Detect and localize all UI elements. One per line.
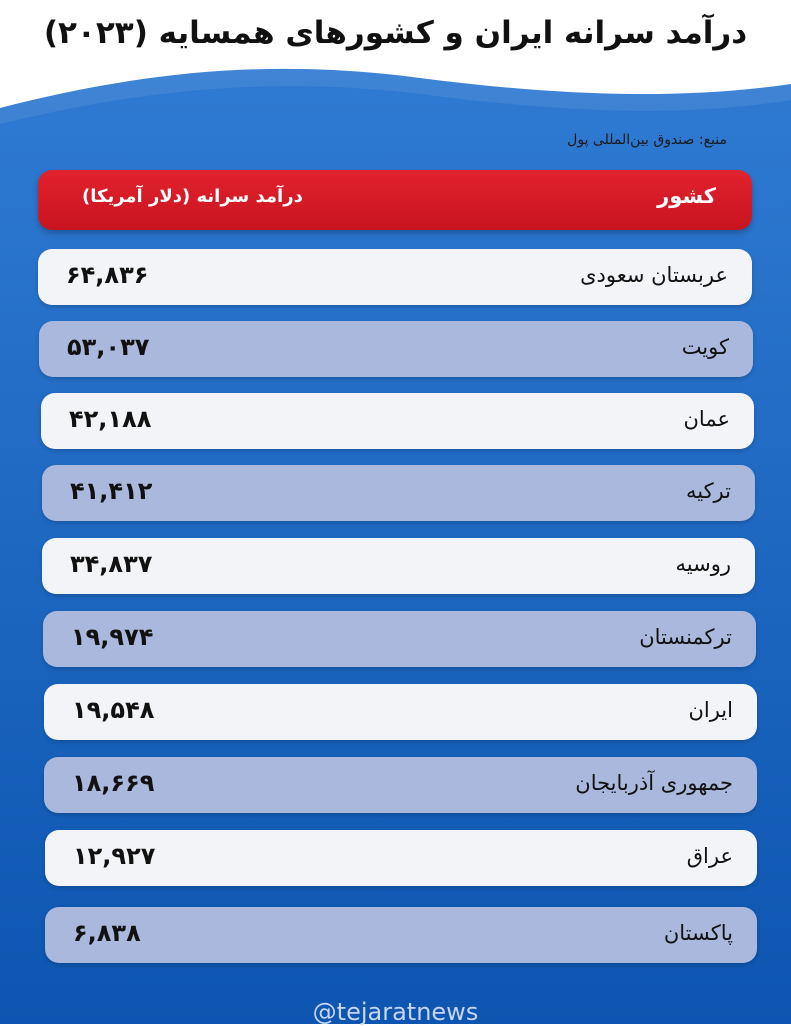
- row-value: ۳۴,۸۳۷: [70, 550, 153, 578]
- row-value: ۶۴,۸۳۶: [66, 261, 149, 289]
- source-note: منبع: صندوق بین‌المللی پول: [567, 132, 727, 148]
- table-row: [41, 393, 754, 449]
- header-country: کشور: [657, 184, 716, 208]
- row-value: ۶,۸۳۸: [73, 919, 141, 947]
- row-country: عربستان سعودی: [580, 263, 728, 287]
- row-value: ۱۹,۵۴۸: [72, 696, 155, 724]
- table-row: [39, 321, 753, 377]
- row-country: پاکستان: [663, 921, 733, 945]
- table-row: [44, 757, 757, 813]
- row-country: عمان: [683, 407, 730, 431]
- table-row: [45, 907, 757, 963]
- row-country: جمهوری آذربایجان: [575, 771, 733, 795]
- row-value: ۱۹,۹۷۴: [71, 623, 154, 651]
- table-row: [42, 465, 755, 521]
- table-row: [44, 684, 757, 740]
- row-value: ۵۳,۰۳۷: [67, 333, 150, 361]
- table-row: [43, 611, 756, 667]
- row-country: روسیه: [675, 552, 731, 576]
- table-row: [42, 538, 755, 594]
- row-country: کویت: [681, 335, 729, 359]
- page-title: درآمد سرانه ایران و کشورهای همسایه (۲۰۲۳): [43, 15, 748, 51]
- social-handle: @tejaratnews: [312, 998, 479, 1026]
- row-value: ۴۱,۴۱۲: [70, 477, 153, 505]
- table-row: [38, 249, 752, 305]
- row-value: ۱۸,۶۶۹: [72, 769, 155, 797]
- header-income: درآمد سرانه (دلار آمریکا): [82, 186, 303, 207]
- row-country: ترکمنستان: [639, 625, 732, 649]
- row-country: عراق: [686, 844, 733, 868]
- row-country: ترکیه: [685, 479, 731, 503]
- table-row: [45, 830, 757, 886]
- row-value: ۴۲,۱۸۸: [69, 405, 152, 433]
- row-value: ۱۲,۹۲۷: [73, 842, 156, 870]
- row-country: ایران: [688, 698, 733, 722]
